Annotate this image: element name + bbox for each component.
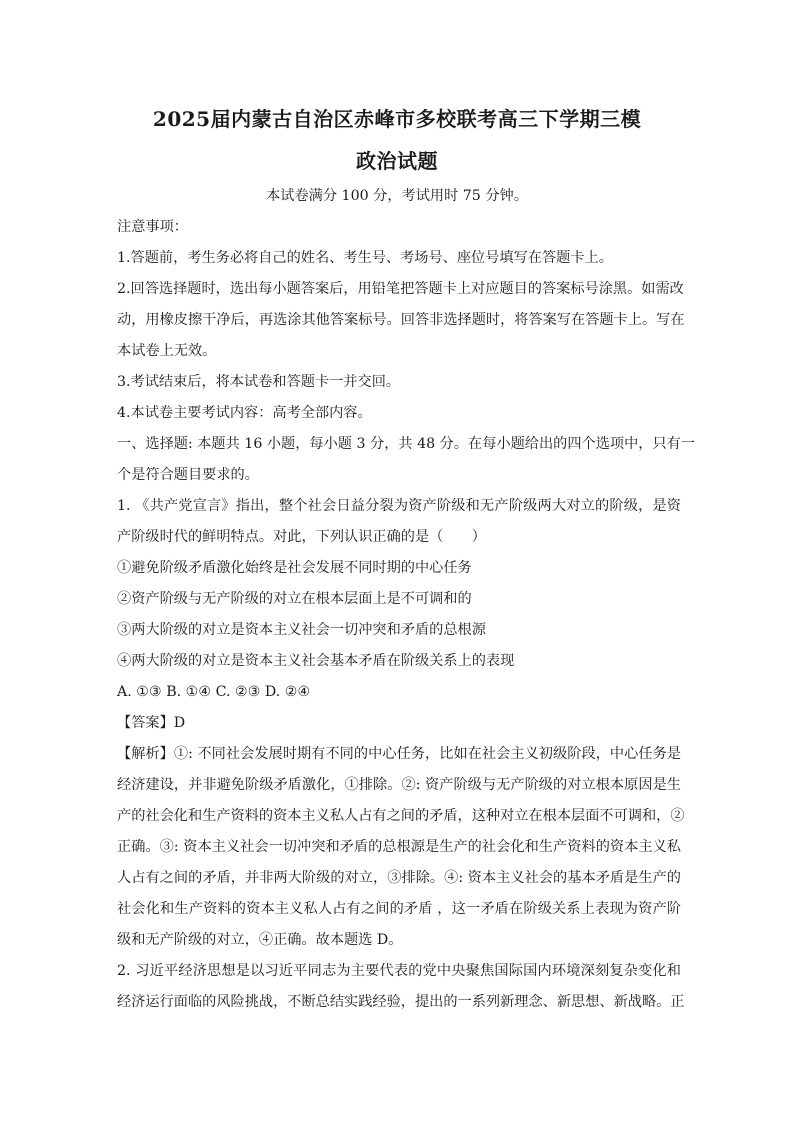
question-1-option-4: ④两大阶级的对立是资本主义社会基本矛盾在阶级关系上的表现	[117, 653, 515, 669]
note-item-3: 3.考试结束后，将本试卷和答题卡一并交回。	[117, 374, 401, 390]
exam-subtitle: 本试卷满分 100 分，考试用时 75 分钟。	[266, 188, 528, 204]
question-1-stem-line-2: 产阶级时代的鲜明特点。对此，下列认识正确的是（ ）	[117, 529, 486, 545]
notes-heading: 注意事项：	[117, 219, 188, 235]
question-1-analysis-line-5: 人占有之间的矛盾，并非两大阶级的对立，③排除。④: 资本主义社会的基本矛盾是生产的	[117, 870, 681, 886]
note-item-4: 4.本试卷主要考试内容：高考全部内容。	[117, 405, 372, 421]
question-1-analysis-line-7: 级和无产阶级的对立，④正确。故本题选 D。	[117, 932, 403, 948]
note-item-2-line-3: 本试卷上无效。	[117, 343, 217, 359]
question-1-stem-line-1: 1. 《共产党宣言》指出，整个社会日益分裂为资产阶级和无产阶级两大对立的阶级，是资	[117, 498, 681, 514]
question-1-analysis-line-2: 经济建设，并非避免阶级矛盾激化，①排除。②: 资产阶级与无产阶级的对立根本原因是生	[117, 777, 681, 793]
question-1-answer: 【答案】D	[117, 715, 186, 731]
exam-subject-title: 政治试题	[356, 149, 438, 173]
exam-title: 2025届内蒙古自治区赤峰市多校联考高三下学期三模	[152, 107, 642, 131]
question-1-analysis-line-1: 【解析】①: 不同社会发展时期有不同的中心任务，比如在社会主义初级阶段，中心任务是	[117, 746, 681, 762]
question-2-stem-line-2: 经济运行面临的风险挑战，不断总结实践经验，提出的一系列新理念、新思想、新战略。正	[117, 994, 685, 1010]
note-item-2-line-1: 2.回答选择题时，选出每小题答案后，用铅笔把答题卡上对应题目的答案标号涂黑。如需改	[117, 281, 684, 297]
question-2-stem-line-1: 2. 习近平经济思想是以习近平同志为主要代表的党中央聚焦国际国内环境深刻复杂变化和	[117, 963, 681, 979]
question-1-option-1: ①避免阶级矛盾激化始终是社会发展不同时期的中心任务	[117, 560, 472, 576]
question-1-analysis-line-4: 正确。③: 资本主义社会一切冲突和矛盾的总根源是生产的社会化和生产资料的资本主义私	[117, 839, 681, 855]
question-1-analysis-line-3: 产的社会化和生产资料的资本主义私人占有之间的矛盾，这种对立在根本层面不可调和，②	[117, 808, 685, 824]
question-1-option-2: ②资产阶级与无产阶级的对立在根本层面上是不可调和的	[117, 591, 472, 607]
note-item-1: 1.答题前，考生务必将自己的姓名、考生号、考场号、座位号填写在答题卡上。	[117, 250, 613, 266]
question-1-choices: A. ①③ B. ①④ C. ②③ D. ②④	[117, 684, 311, 700]
section-heading-line-1: 一、选择题: 本题共 16 小题，每小题 3 分，共 48 分。在每小题给出的四个选项中，只有一	[117, 436, 696, 452]
note-item-2-line-2: 动，用橡皮擦干净后，再选涂其他答案标号。回答非选择题时，将答案写在答题卡上。写在	[117, 312, 685, 328]
section-heading-line-2: 个是符合题目要求的。	[117, 467, 259, 483]
question-1-analysis-line-6: 社会化和生产资料的资本主义私人占有之间的矛盾 ，这一矛盾在阶级关系上表现为资产阶	[117, 901, 681, 917]
question-1-option-3: ③两大阶级的对立是资本主义社会一切冲突和矛盾的总根源	[117, 622, 486, 638]
